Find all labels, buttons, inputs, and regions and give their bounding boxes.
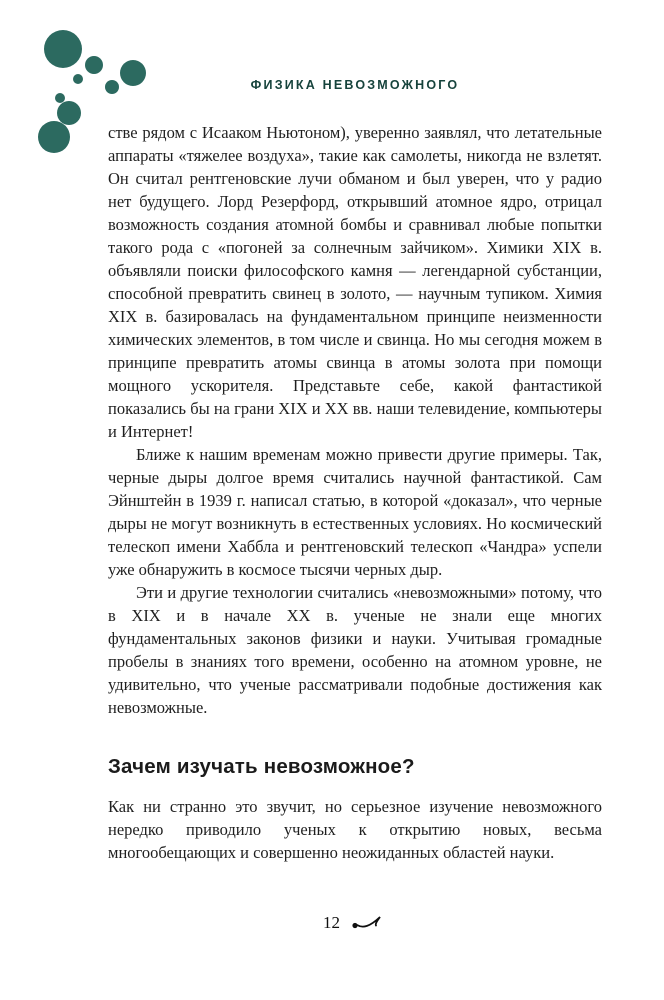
text-column [108,0,602,864]
paragraph: стве рядом с Исааком Ньютоном), уверенно заявлял, что летательные аппараты «тяжелее воздуха», такие как самолеты, никогда не взлетят. Он считал рентгеновские лучи обманом и был уверен, что у радио нет будущего. Лорд Резерфорд, открывший атомное ядро, отрицал возможность создания атомной бомбы и сравнивал любые попытки такого рода с «погоней за солнечным зайчиком». Химики XIX в. объявляли поиски философского камня — легендарной субстанции, способной превратить свинец в золото, — научным тупиком. Химия XIX в. базировалась на фундаментальном принципе неизменности химических элементов, в том числе и свинца. Но мы сегодня можем в принципе превратить атомы свинца в атомы золота при помощи мощного ускорителя. Представьте себе, какой фантастикой показались бы на грани XIX и XX вв. наши телевидение, компьютеры и Интернет! [108,123,602,441]
section-heading: Зачем изучать невозможное? [108,755,415,778]
page-number: 12 [323,913,340,932]
paragraph: Ближе к нашим временам можно привести другие примеры. Так, черные дыры долгое время считались научной фантастикой. Сам Эйнштейн в 1939 г. написал статью, в которой «доказал», что черные дыры не могут возникнуть в естественных условиях. Но космический телескоп имени Хаббла и рентгеновский телескоп «Чандра» успели уже обнаружить в космосе тысячи черных дыр. [108,445,602,579]
body-text [108,121,602,864]
page-footer [108,912,602,934]
paragraph: Эти и другие технологии считались «невозможными» потому, что в XIX и в начале XX в. ученые не знали еще многих фундаментальных законов физики и науки. Учитывая громадные пробелы в знаниях того времени, особенно на атомном уровне, не удивительно, что ученые рассматривали подобные достижения как невозможные. [108,583,602,717]
running-head: ФИЗИКА НЕВОЗМОЖНОГО [250,78,460,92]
footer-flourish-icon [349,912,387,932]
paragraph: Как ни странно это звучит, но серьезное изучение невозможного нередко приводило ученых к открытию новых, весьма многообещающих и совершенно неожиданных областей науки. [108,797,602,862]
